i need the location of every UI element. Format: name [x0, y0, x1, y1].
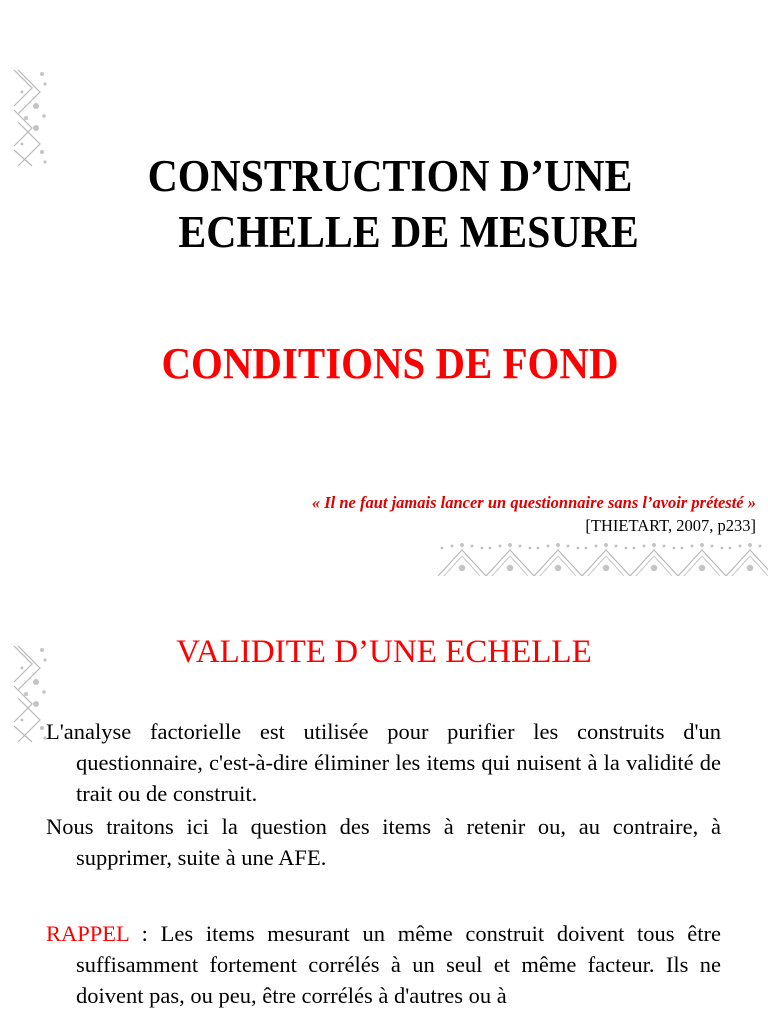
rappel-label: RAPPEL — [46, 921, 129, 946]
slide-subtitle: CONDITIONS DE FOND — [161, 339, 619, 388]
body-paragraph-1: L'analyse factorielle est utilisée pour purifier les construits d'un questionnaire, c'est-à-dire éliminer les items qui nuisent à la validité de trait ou de construit. — [46, 719, 721, 806]
body-paragraph-2: Nous traitons ici la question des items à retenir ou, au contraire, à supprimer, suite à une AFE. — [46, 814, 721, 870]
quote-citation: [THIETART, 2007, p233] — [585, 516, 756, 535]
lace-band-icon — [438, 542, 768, 576]
slide-body — [46, 716, 721, 1011]
section-title: VALIDITE D’UNE ECHELLE — [176, 634, 592, 670]
rappel-text: : Les items mesurant un même construit doivent tous être suffisamment fortement corrélés à un seul et même facteur. Ils ne doivent pas, ou peu, être corrélés à d'autres ou à — [76, 921, 721, 1008]
quote-text: « Il ne faut jamais lancer un questionnaire sans l’avoir prétesté » — [311, 493, 756, 512]
rappel-paragraph — [46, 918, 721, 1011]
slide-2 — [0, 606, 768, 1024]
slide-title-line2: ECHELLE DE MESURE — [178, 207, 639, 257]
slide-title — [27, 148, 752, 260]
slide-title-line1: CONSTRUCTION D’UNE — [147, 151, 633, 201]
quote-block — [312, 492, 756, 537]
